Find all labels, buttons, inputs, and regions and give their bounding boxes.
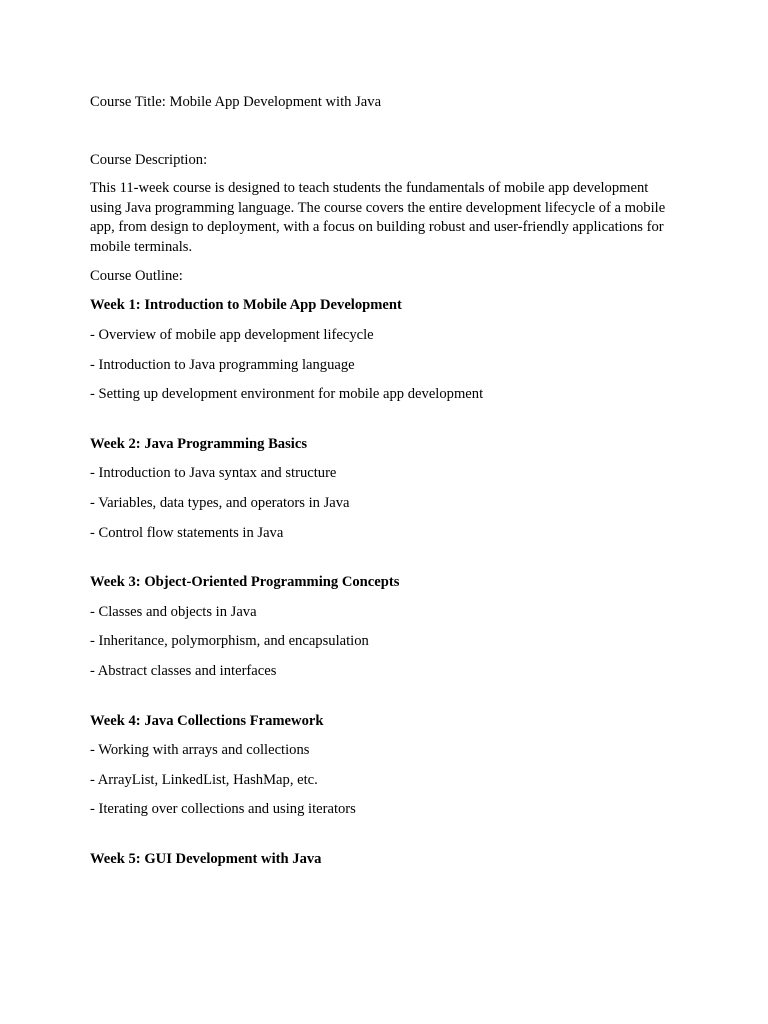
- description-text: This 11-week course is designed to teach students the fundamentals of mobile app development using Java programming language. The course covers the entire development lifecycle of a mobile app, from design to deployment, with a focus on building robust and user-friendly applications for mobile terminals.: [90, 180, 666, 255]
- outline-item: - Iterating over collections and using iterators: [90, 801, 356, 818]
- week-heading: Week 5: GUI Development with Java: [90, 850, 322, 867]
- week-section: [90, 849, 680, 869]
- week-section: [90, 295, 680, 404]
- description-heading: Course Description:: [90, 152, 208, 168]
- outline-item: - Classes and objects in Java: [90, 603, 257, 620]
- course-title: Course Title: Mobile App Development with Java: [90, 94, 382, 110]
- outline-item: - Introduction to Java programming language: [90, 356, 355, 373]
- outline-item: - Overview of mobile app development lifecycle: [90, 326, 374, 343]
- week-section: [90, 434, 680, 543]
- week-section: [90, 711, 680, 820]
- outline-item: - Setting up development environment for mobile app development: [90, 386, 484, 403]
- week-heading: Week 4: Java Collections Framework: [90, 712, 324, 729]
- outline-item: - Inheritance, polymorphism, and encapsulation: [90, 633, 369, 650]
- course-outline: [90, 295, 680, 869]
- week-heading: Week 2: Java Programming Basics: [90, 435, 307, 452]
- outline-item: - Working with arrays and collections: [90, 742, 310, 759]
- outline-item: - Control flow statements in Java: [90, 524, 284, 541]
- document-page: [90, 92, 680, 878]
- outline-item: - Introduction to Java syntax and structure: [90, 465, 337, 482]
- outline-heading: Course Outline:: [90, 268, 183, 285]
- outline-item: - Variables, data types, and operators in Java: [90, 494, 350, 511]
- week-section: [90, 572, 680, 681]
- outline-item: - Abstract classes and interfaces: [90, 662, 277, 679]
- outline-item: - ArrayList, LinkedList, HashMap, etc.: [90, 771, 318, 788]
- week-heading: Week 1: Introduction to Mobile App Development: [90, 297, 402, 314]
- week-heading: Week 3: Object-Oriented Programming Concepts: [90, 574, 400, 591]
